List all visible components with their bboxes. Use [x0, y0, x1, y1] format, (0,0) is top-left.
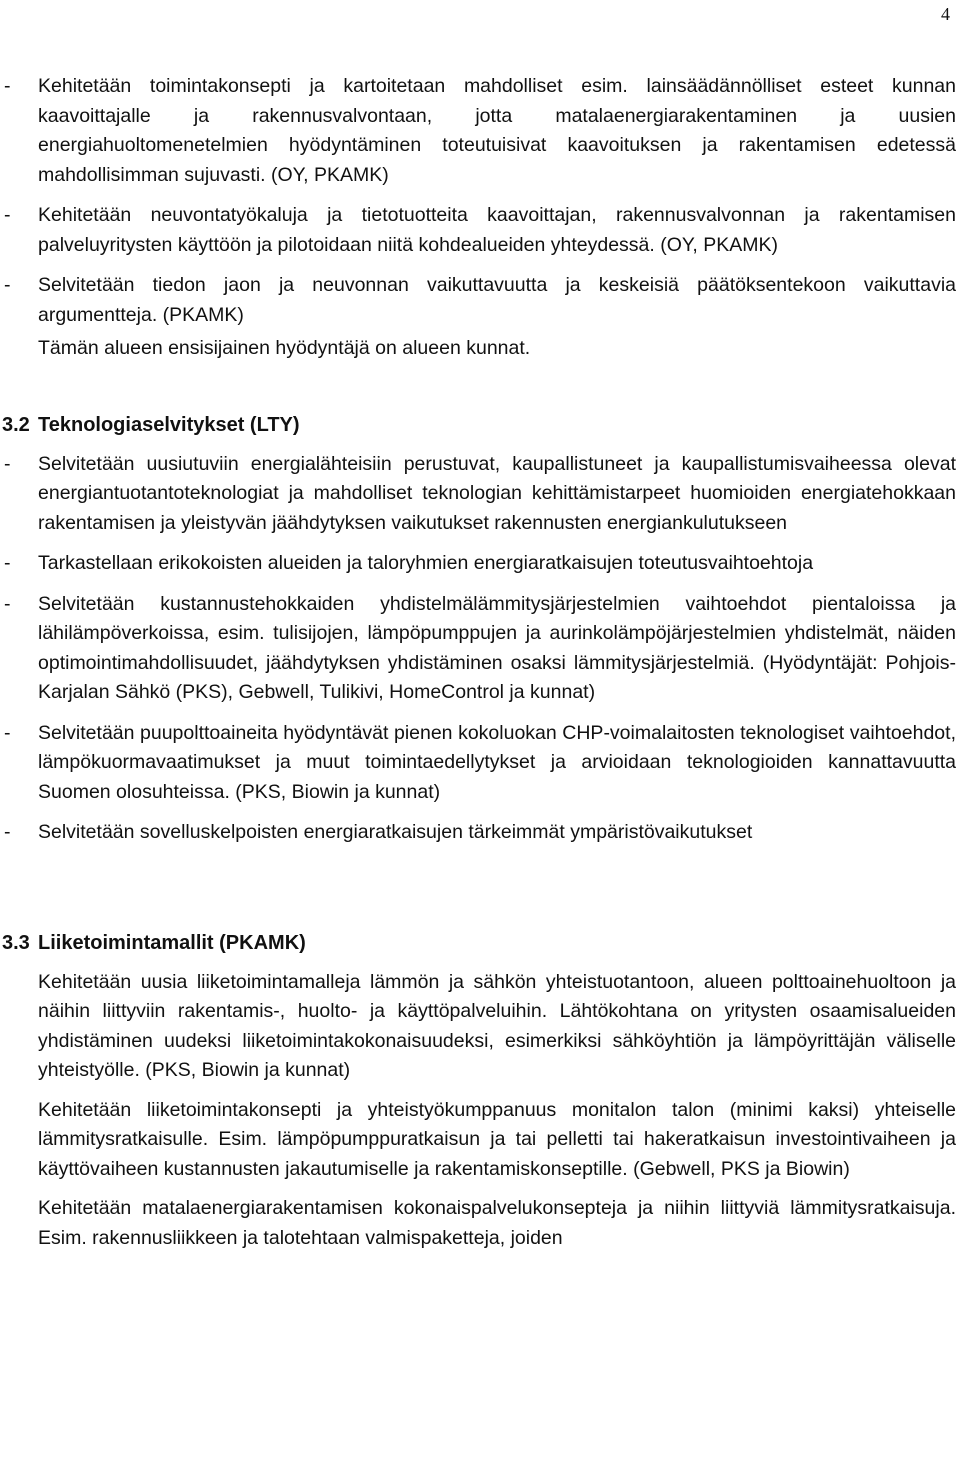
page-number: 4: [941, 4, 950, 24]
list-item-text: Tarkastellaan erikokoisten alueiden ja taloryhmien energiaratkaisujen toteutusvaihtoehtoja: [38, 552, 814, 574]
list-item: [0, 72, 960, 190]
section-number: 3.3: [2, 931, 30, 954]
bullet-dash: -: [4, 274, 11, 296]
list-item-text: Selvitetään sovelluskelpoisten energiaratkaisujen tärkeimmät ympäristövaikutukset: [38, 821, 753, 843]
section-title: Teknologiaselvitykset (LTY): [38, 413, 300, 436]
list-item: [0, 271, 960, 330]
bullet-dash: -: [4, 721, 11, 744]
section-number: 3.2: [2, 413, 30, 436]
list-item-text: Kehitetään toimintakonsepti ja kartoitetaan mahdolliset esim. lainsäädännölliset esteet kunnan kaavoittajalle ja rakennusvalvontaan, jotta matalaenergiarakentaminen ja uusien energiahuoltomenetelmien hyödyntäminen toteutuisivat kaavoituksen ja rakentamisen edetessä mahdollisimman sujuvasti. (OY, PKAMK): [38, 75, 956, 186]
bullet-dash: -: [4, 821, 11, 843]
document-body: [0, 72, 960, 1263]
section-heading-3-2: [0, 410, 960, 440]
bullet-dash: -: [4, 75, 11, 97]
list-item-text: Selvitetään puupolttoaineita hyödyntävät pienen kokoluokan CHP-voimalaitosten teknologiset vaihtoehdot, lämpökuormavaatimukset ja muut toimintaedellytykset ja arvioidaan teknologioiden kannattavuutta Suomen olosuhteissa. (PKS, Biowin ja kunnat): [38, 721, 956, 803]
list-item: [0, 201, 960, 260]
section-title: Liiketoimintamallit (PKAMK): [38, 931, 306, 954]
body-paragraph: Kehitetään matalaenergiarakentamisen kokonaispalvelukonsepteja ja niihin liittyviä lämmitysratkaisuja. Esim. rakennusliikkeen ja talotehtaan valmispaketteja, joiden: [38, 1197, 956, 1249]
body-paragraph: Kehitetään uusia liiketoimintamalleja lämmön ja sähkön yhteistuotantoon, alueen polttoainehuoltoon ja näihin liittyviin rakentamis-, huolto- ja käyttöpalveluihin. Lähtökohtana on yritysten osaamisalueiden yhdistäminen uudeksi liiketoimintakokonaisuudeksi, esimerkiksi sähköyhtiön ja lämpöyrittäjän väliselle yhteistyölle. (PKS, Biowin ja kunnat): [38, 970, 956, 1081]
intro-note: Tämän alueen ensisijainen hyödyntäjä on alueen kunnat.: [38, 337, 531, 359]
list-item: [0, 590, 960, 708]
list-item: [0, 818, 960, 848]
section-heading-3-3: [0, 928, 960, 958]
list-item-text: Kehitetään neuvontatyökaluja ja tietotuotteita kaavoittajan, rakennusvalvonnan ja rakentamisen palveluyritysten käyttöön ja pilotoidaan niitä kohdealueiden yhteydessä. (OY, PKAMK): [38, 204, 956, 256]
bullet-dash: -: [4, 592, 11, 615]
bullet-dash: -: [4, 552, 11, 574]
list-item-text: Selvitetään tiedon jaon ja neuvonnan vaikuttavuutta ja keskeisiä päätöksentekoon vaikuttavia argumentteja. (PKAMK): [38, 274, 956, 326]
list-item: [0, 450, 960, 539]
body-paragraph: Kehitetään liiketoimintakonsepti ja yhteistyökumppanuus monitalon talon (minimi kaksi) yhteiselle lämmitysratkaisulle. Esim. lämpöpumppuratkaisun ja tai pelletti tai hakeratkaisun investointivaiheen ja käyttövaiheen kustannusten jakautumiselle ja rakentamiskonseptille. (Gebwell, PKS ja Biowin): [38, 1098, 956, 1180]
bullet-dash: -: [4, 452, 11, 475]
list-item-text: Selvitetään uusiutuviin energialähteisiin perustuvat, kaupallistuneet ja kaupallistumisvaiheessa olevat energiantuotantoteknologiat ja mahdolliset teknologian kehittämistarpeet huomioiden energiatehokkaan rakentamisen ja yleistyvän jäähdytyksen vaikutukset rakennusten energiankulutukseen: [38, 452, 956, 534]
list-item: [0, 719, 960, 808]
list-item: [0, 549, 960, 579]
list-item-text: Selvitetään kustannustehokkaiden yhdistelmälämmitysjärjestelmien vaihtoehdot pientaloissa ja lähilämpöverkoissa, esim. tulisijojen, lämpöpumppujen ja aurinkolämpöjärjestelmien yhdistelmät, näiden optimointimahdollisuudet, jäähdytyksen yhdistäminen osaksi lämmitysjärjestelmiä. (Hyödyntäjät: Pohjois-Karjalan Sähkö (PKS), Gebwell, Tulikivi, HomeControl ja kunnat): [38, 592, 956, 703]
bullet-dash: -: [4, 204, 11, 226]
